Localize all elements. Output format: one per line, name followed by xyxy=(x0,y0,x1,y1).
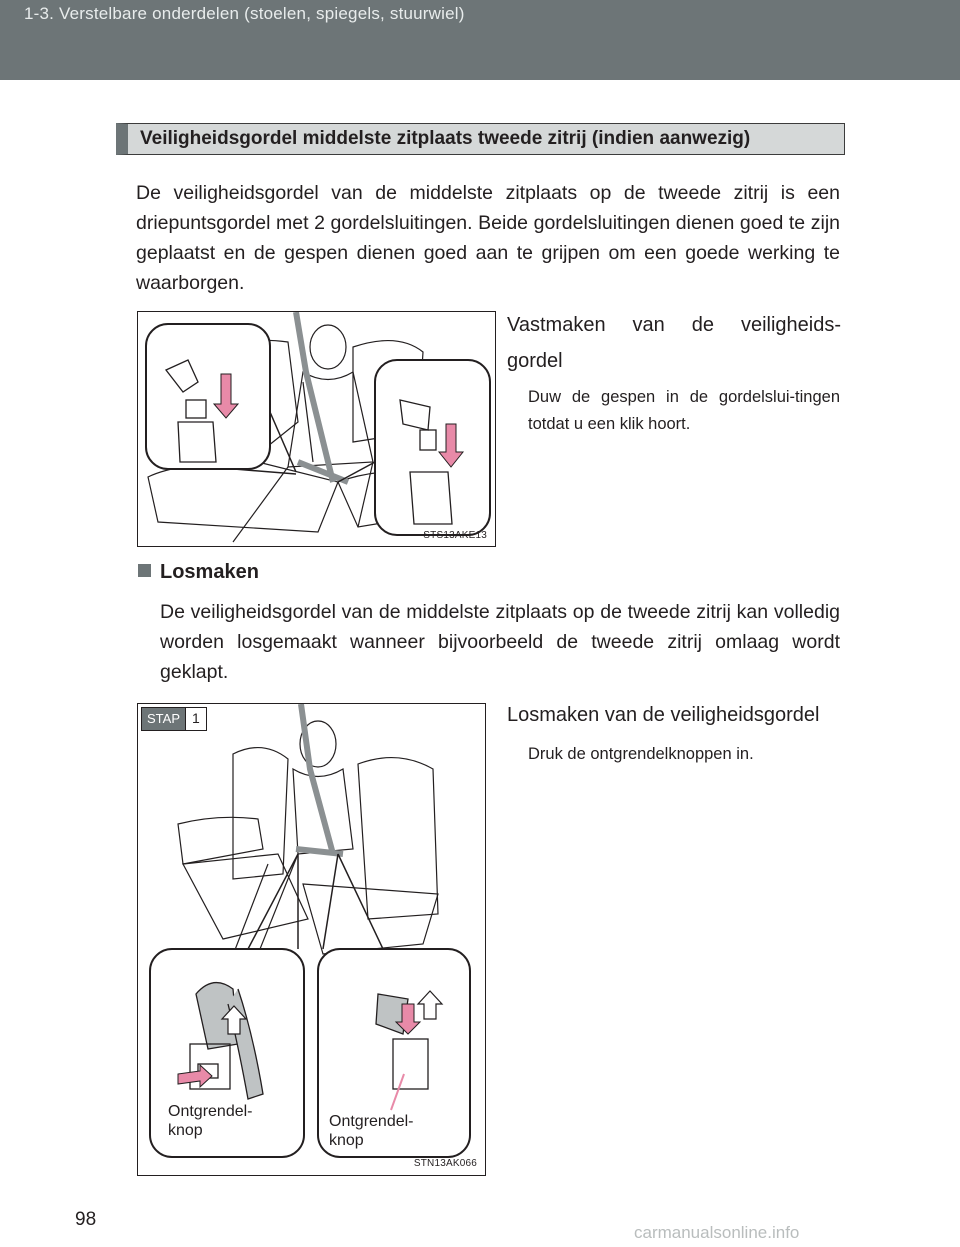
chapter-title: 1-3. Verstelbare onderdelen (stoelen, spiegels, stuurwiel) xyxy=(24,4,465,23)
release-illustration xyxy=(137,703,486,1176)
unfasten-instruction: Druk de ontgrendelknoppen in. xyxy=(528,745,754,763)
section-heading-bar xyxy=(116,123,845,155)
fasten-instruction: Duw de gespen in de gordelslui-tingen totdat u een klik hoort. xyxy=(528,388,840,433)
section-title: Veiligheidsgordel middelste zitplaats tweede zitrij (indien aanwezig) xyxy=(140,128,751,149)
step-number: 1 xyxy=(185,708,206,730)
fasten-heading xyxy=(507,307,841,379)
callout-right-line2: knop xyxy=(329,1132,364,1149)
figure-code: STS13AKE13 xyxy=(423,530,487,541)
watermark: carmanualsonline.info xyxy=(634,1223,800,1242)
release-button-label-left xyxy=(168,1102,253,1140)
release-heading-text: Losmaken xyxy=(160,561,259,583)
release-paragraph: De veiligheidsgordel van de middelste zitplaats op de tweede zitrij kan volledig worden losgemaakt wanneer bijvoorbeeld de tweede zitrij omlaag wordt geklapt. xyxy=(160,601,840,683)
release-heading xyxy=(138,561,259,584)
fasten-drawing xyxy=(138,312,496,547)
fasten-heading-line1: Vastmaken van de veiligheids- xyxy=(507,314,841,336)
square-bullet-icon xyxy=(138,564,151,577)
unfasten-heading: Losmaken van de veiligheidsgordel xyxy=(507,704,820,726)
step-badge xyxy=(141,707,207,731)
step-label: STAP xyxy=(142,708,185,730)
page-header xyxy=(0,0,960,80)
fasten-illustration xyxy=(137,311,496,547)
callout-left-line2: knop xyxy=(168,1122,203,1139)
page-number: 98 xyxy=(75,1209,97,1230)
release-button-label-right xyxy=(329,1112,414,1150)
figure-code: STN13AK066 xyxy=(413,1158,477,1169)
callout-right-line1: Ontgrendel- xyxy=(329,1113,414,1130)
fasten-heading-line2: gordel xyxy=(507,350,563,372)
callout-left-line1: Ontgrendel- xyxy=(168,1103,253,1120)
intro-paragraph: De veiligheidsgordel van de middelste zitplaats op de tweede zitrij is een driepuntsgordel met 2 gordelsluitingen. Beide gordelsluitingen dienen goed te zijn geplaatst en de gespen dienen goed aan te grijpen om een goede werking te waarborgen. xyxy=(136,182,840,294)
